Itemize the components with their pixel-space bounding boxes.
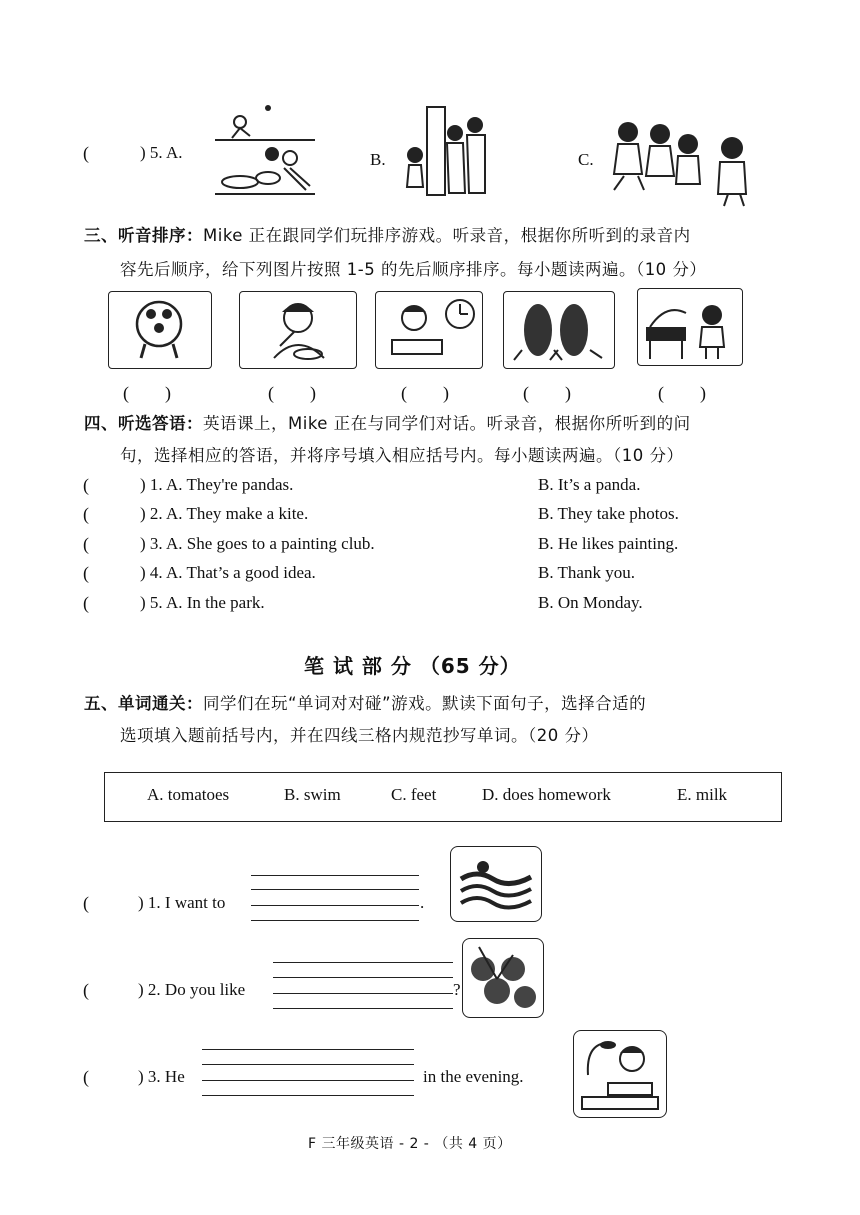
order-answer-paren-2[interactable]: ( ) xyxy=(268,383,316,403)
section5-instruction-line1 xyxy=(84,690,646,714)
question-option-b: B. Thank you. xyxy=(538,563,635,582)
section4-instruction-line2: 句，选择相应的答语，并将序号填入相应括号内。每小题读两遍。（10 分） xyxy=(120,446,684,465)
option-c-label: C. xyxy=(578,150,594,169)
section3-instruction-line1 xyxy=(84,222,691,246)
writing-line xyxy=(273,977,453,978)
order-answer-paren-5[interactable]: ( ) xyxy=(658,383,706,403)
sentence-1-text: ) 1. I want to xyxy=(138,893,226,912)
picture-eggs xyxy=(108,291,212,369)
section3-instruction-line2: 容先后顺序，给下列图片按照 1-5 的先后顺序排序。每小题读两遍。（10 分） xyxy=(120,260,707,279)
word-option-e: E. milk xyxy=(677,785,728,804)
word-option-b: B. swim xyxy=(284,785,341,804)
answer-paren[interactable]: ( xyxy=(83,893,89,913)
section4-instruction-line1 xyxy=(84,410,691,434)
answer-paren[interactable]: ( xyxy=(83,1067,89,1087)
answer-paren[interactable]: ( xyxy=(83,593,89,613)
picture-boy-homework-clock xyxy=(375,291,483,369)
writing-line[interactable] xyxy=(202,1080,414,1081)
writing-line[interactable] xyxy=(251,905,419,906)
word-option-a: A. tomatoes xyxy=(147,785,230,804)
q5-label: ) 5. A. xyxy=(140,143,183,162)
sentence-3-text: ) 3. He xyxy=(138,1067,185,1086)
section5-instruction-line2: 选项填入题前括号内，并在四线三格内规范抄写单词。（20 分） xyxy=(120,726,599,745)
writing-line xyxy=(202,1095,414,1096)
writing-line xyxy=(251,875,419,876)
picture-swim xyxy=(450,846,542,922)
order-answer-paren-3[interactable]: ( ) xyxy=(401,383,449,403)
section5-text: 同学们在玩“单词对对碰”游戏。默读下面句子，选择合适的 xyxy=(203,694,647,713)
writing-line xyxy=(251,889,419,890)
option-c-picture xyxy=(604,110,754,210)
sentence-3-end: in the evening. xyxy=(423,1067,524,1086)
option-a-picture xyxy=(210,102,320,202)
sentence-2-text: ) 2. Do you like xyxy=(138,980,246,999)
picture-boy-homework xyxy=(573,1030,667,1118)
section5-title: 五、单词通关： xyxy=(84,694,203,713)
sentence-1-end: . xyxy=(420,893,425,912)
order-answer-paren-1[interactable]: ( ) xyxy=(123,383,171,403)
answer-paren[interactable]: ( xyxy=(83,475,89,495)
answer-paren[interactable]: ( xyxy=(83,143,89,163)
picture-tomatoes xyxy=(462,938,544,1018)
writing-line xyxy=(202,1049,414,1050)
writing-line xyxy=(273,962,453,963)
picture-girl-eating xyxy=(239,291,357,369)
answer-paren[interactable]: ( xyxy=(83,504,89,524)
page-footer: F 三年级英语 - 2 - （共 4 页） xyxy=(308,1136,512,1152)
writing-line xyxy=(251,920,419,921)
section3-title: 三、听音排序： xyxy=(84,226,203,245)
option-b-label: B. xyxy=(370,150,386,169)
question-option-b: B. He likes painting. xyxy=(538,534,679,553)
answer-paren[interactable]: ( xyxy=(83,534,89,554)
section4-title: 四、听选答语： xyxy=(84,414,203,433)
question-option-b: B. On Monday. xyxy=(538,593,643,612)
sentence-2-end: ? xyxy=(453,980,461,999)
question-option-a: ) 2. A. They make a kite. xyxy=(140,504,309,523)
question-option-a: ) 5. A. In the park. xyxy=(140,593,265,612)
word-option-d: D. does homework xyxy=(482,785,611,804)
writing-line xyxy=(202,1064,414,1065)
option-b-picture xyxy=(395,103,495,203)
picture-corn xyxy=(503,291,615,369)
writing-line xyxy=(273,1008,453,1009)
answer-paren[interactable]: ( xyxy=(83,980,89,1000)
writing-line[interactable] xyxy=(273,993,453,994)
section4-text: 英语课上，Mike 正在与同学们对话。听录音，根据你所听到的问 xyxy=(203,414,691,433)
answer-paren[interactable]: ( xyxy=(83,563,89,583)
written-section-heading: 笔 试 部 分 （65 分） xyxy=(304,654,521,678)
section3-text: Mike 正在跟同学们玩排序游戏。听录音，根据你所听到的录音内 xyxy=(203,226,691,245)
question-option-a: ) 1. A. They're pandas. xyxy=(140,475,294,494)
question-option-a: ) 3. A. She goes to a painting club. xyxy=(140,534,375,553)
question-option-b: B. They take photos. xyxy=(538,504,679,523)
order-answer-paren-4[interactable]: ( ) xyxy=(523,383,571,403)
question-option-a: ) 4. A. That’s a good idea. xyxy=(140,563,316,582)
question-option-b: B. It’s a panda. xyxy=(538,475,641,494)
picture-girl-piano xyxy=(637,288,743,366)
word-option-c: C. feet xyxy=(391,785,437,804)
